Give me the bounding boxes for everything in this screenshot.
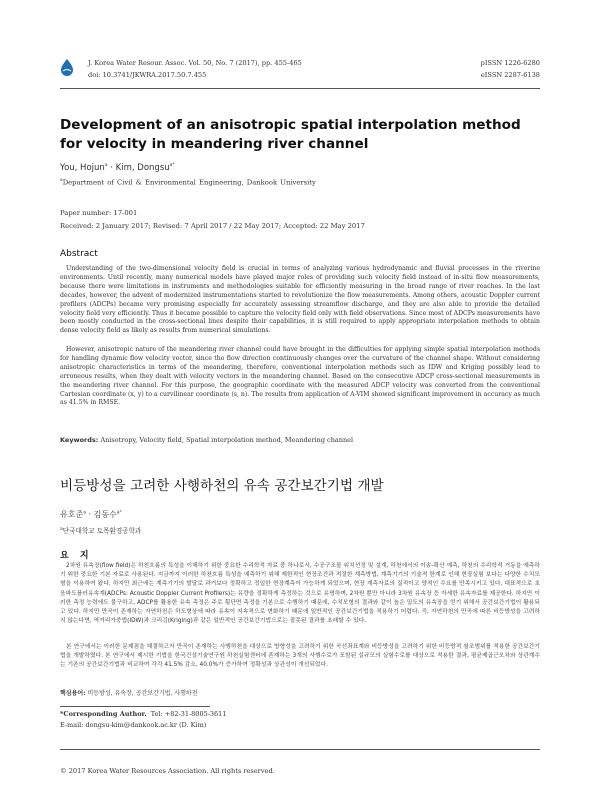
abstract-paragraph-1: Understanding of the two-dimensional velocity field is crucial in terms of analyzing various hydrodynamic and fluvial processes in the riverine environments. Until recently, many numerical models have played major roles of providing such velocity field instead of in-situ flow measurements, because there were limitations in instruments and methodologies suitable for efficiently measuring in the broad range of river reaches. In the last decades, however, the advent of modernized instrumentations started to revolutionize the flow measurements. Among others, acoustic Doppler current profilers (ADCPs) became very promising especially for accurately assessing streamflow discharge, and they are also able to provide the detailed velocity field very efficiently. Thus it became possible to capture the velocity field only with field observations. Since most of ADCPs measurements have been mostly conducted in the cross-sectional lines despite their capabilities, it is still required to apply appropriate interpolation methods to obtain dense velocity field as likely as results from numerical simulations. bbox=[60, 265, 540, 335]
abstract-heading: Abstract bbox=[60, 249, 98, 259]
header-divider bbox=[60, 88, 540, 89]
korean-summary-paragraph-2: 본 연구에서는 이러한 문제점을 해결하고자 만곡이 존재하는 사행하천을 대상으로 방향성을 고려하기 위한 곡선좌표계와 비등방성을 고려하기 위한 비등방적 참조범위를 적용한 공간보간기법을 개발하였다. 본 연구에서 제시한 기법을 한국건설기술연구원 하천실험센터에 존재하는 3개의 사행수로가 포함된 실규모의 실험수로를 대상으로 적용한 결과, 평균제곱근오차와 상관계수는 기존의 공간보간기법과 비교하여 각각 41.5% 감소, 40.0%가 증가하여 정확성과 상관성이 개선되었다. bbox=[60, 644, 540, 669]
korean-title: 비등방성을 고려한 사행하천의 유속 공간보간기법 개발 bbox=[60, 478, 384, 494]
journal-citation: J. Korea Water Resour. Assoc. Vol. 50, No. 7 (2017), pp. 455-465 bbox=[88, 59, 302, 67]
author-list: You, Hojun$^a$ · Kim, Dongsu$^{a*}$ bbox=[60, 163, 175, 173]
doi[interactable]: doi: 10.3741/JKWRA.2017.50.7.455 bbox=[88, 71, 207, 79]
eissn: eISSN 2287-6138 bbox=[480, 71, 540, 79]
affiliation: $^a$Department of Civil & Environmental Engineering, Dankook University bbox=[60, 178, 316, 187]
korean-affiliation: $^a$단국대학교 토목환경공학과 bbox=[60, 526, 142, 535]
abstract-paragraph-2: However, anisotropic nature of the meandering river channel could have brought in the difficulties for applying simple spatial interpolation methods for handling dynamic flow velocity vector, since the flow direction continuously changes over the curvature of the channel shape. Without considering anisotropic characteristics in terms of the meandering, therefore, conventional interpolation methods such as IDW and Kriging possibly lead to erroneous results, when they dealt with velocity vectors in the meandering channel. Based on the consecutive ADCP cross-sectional measurements in the meandering river channel. For this purpose, the geographic coordinate with the measured ADCP velocity was converted from the conventional Cartesian coordinate (x, y) to a curvilinear coordinate (s, n). The results from application of A-VIM showed significant improvement in accuracy as much as 41.5% in RMSE. bbox=[60, 346, 540, 407]
footnote-divider bbox=[60, 706, 210, 707]
corresponding-email[interactable]: E-mail: dongsu-kim@dankook.ac.kr (D. Kim) bbox=[60, 721, 207, 729]
footer-divider bbox=[60, 749, 540, 750]
author-1[interactable]: You, Hojun bbox=[60, 163, 105, 173]
author-2[interactable]: Kim, Dongsu bbox=[115, 163, 170, 173]
journal-logo bbox=[58, 58, 76, 76]
korean-authors: 유호준$^a$ · 김동수$^{a*}$ bbox=[60, 510, 122, 519]
corresponding-author: *Corresponding Author. Tel: +82-31-8005-3611 bbox=[60, 710, 227, 718]
pissn: pISSN 1226-6280 bbox=[480, 59, 540, 67]
paper-number: Paper number: 17-001 bbox=[60, 209, 138, 217]
copyright: © 2017 Korea Water Resources Association. All rights reserved. bbox=[60, 767, 275, 775]
keywords: Keywords: Anisotropy, Velocity field, Spatial interpolation method, Meandering channel bbox=[60, 436, 354, 444]
korean-keywords: 핵심용어: 비등방성, 유속장, 공간보간기법, 사행하천 bbox=[60, 690, 198, 697]
submission-dates: Received: 2 January 2017; Revised: 7 April 2017 / 22 May 2017; Accepted: 22 May 2017 bbox=[60, 222, 365, 230]
korean-summary-paragraph-1: 2차원 유속장(flow field)은 하천흐름의 특성을 이해하기 위한 중요한 수리학적 자료 중 하나로서, 수공구조물 위치선정 및 설계, 하천에서의 이송-확산 예측, 하천의 수리학적 거동을 예측하기 위한 중요한 기본 자료로 사용된다. 지금까지 이러한 하천흐름 특성을 예측하기 위해 제한적인 현장조건과 적절한 계측방법, 계측기기의 기술적 한계로 인해 현장실험 보다는 다양한 수치모형을 이용하여 왔다. 하지만 최근에는 계측기기의 발달로 과거보다 정확하고 정밀한 현장계측이 가능하게 되었으며, 현장 계측자료의 질적이고 양적인 수요를 만족시키고 있다. 대표적으로 초음파도플러유속계(ADCPs: Acoustic Doppler Current Profilers)는 유량을 정확하게 측정하는 것으로 유명하며, 2차원 뿐만 아니라 3차원 유속장 등 자세한 유속자료를 제공한다. 하지만 이러한 측정 능력에도 불구하고, ADCP를 활용한 유속 측정은 주로 횡단면 측정을 기본으로 수행하기 때문에, 수치모형의 결과와 같이 높은 밀도의 유속장을 얻기 위해서 공간보간기법이 활용되고 있다. 하지만 만곡이 존재하는 자연하천은 하도형상에 따라 유속이 지속적으로 변화하기 때문에 일반적인 공간보간기법을 적용하기 어렵다. 즉, 자연하천의 만곡에 따른 비등방성을 고려하지 않는다면, 역거리가중법(IDW)과 크리깅(Kriging)과 같은 일반적인 공간보간기법으로는 잘못된 결과를 초래할 수 있다. bbox=[60, 563, 540, 625]
korean-summary-heading: 요 지 bbox=[60, 551, 93, 561]
paper-title: Development of an anisotropic spatial interpolation method for velocity in meandering river channel bbox=[60, 117, 521, 152]
